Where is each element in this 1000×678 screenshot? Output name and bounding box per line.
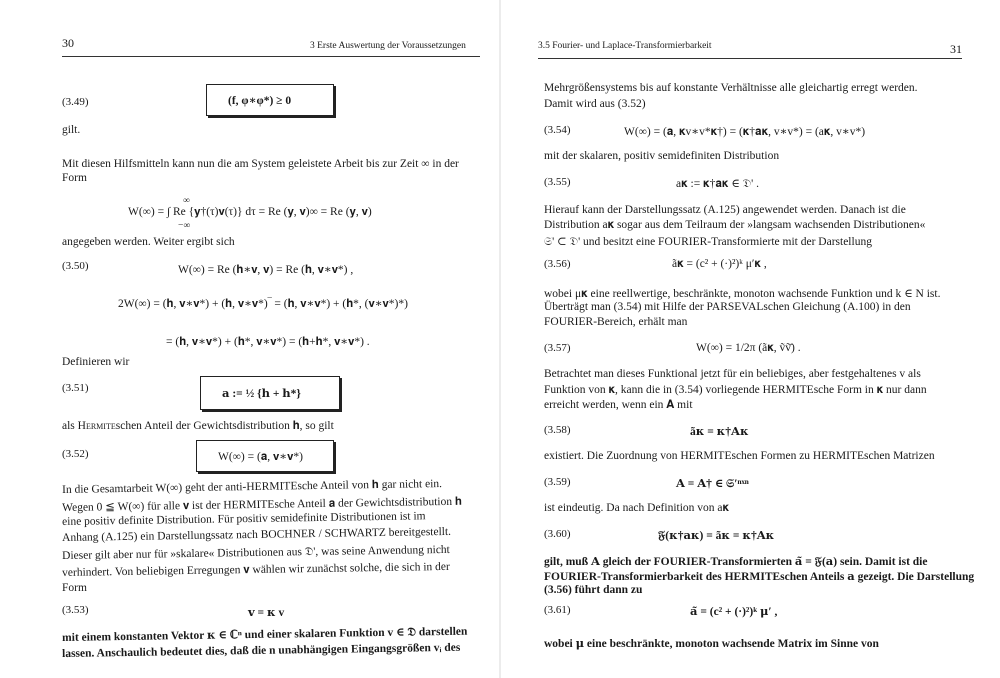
eq-number-3-56: (3.56) xyxy=(544,258,571,270)
name-hermite: Hermite xyxy=(77,420,116,432)
paragraph-line: Mit diesen Hilfsmitteln kann nun die am System geleistete Arbeit bis zur Zeit ∞ in der xyxy=(62,158,459,170)
paragraph-line: mit der skalaren, positiv semidefiniten Distribution xyxy=(544,150,780,162)
paragraph-line: FOURIER-Transformierbarkeit des HERMITEschen Anteils 𝐚 gezeigt. Die Darstellung xyxy=(544,571,975,583)
paragraph-line: Distribution a𝛋 sogar aus dem Teilraum der »langsam wachsenden Distributionen« xyxy=(544,219,926,231)
equation-3-60: 𝔉(𝛋†𝐚𝛋) = ã𝛋 = 𝛋†𝐀𝛋 xyxy=(658,530,775,542)
equation-3-50: W(∞) = Re (𝐡∗𝐯, 𝐯) = Re (𝐡, 𝐯∗𝐯*) , xyxy=(178,264,354,276)
eq-number-3-49: (3.49) xyxy=(62,96,89,108)
paragraph-line: wobei μ𝛋 eine reellwertige, beschränkte, monoton wachsende Funktion und k ∈ N ist. xyxy=(544,288,941,300)
header-rule-right xyxy=(538,58,962,59)
paragraph-line: (3.56) führt dann zu xyxy=(544,584,643,596)
equation-3-57: W(∞) = 1/2π (ã𝛋, ṽṽ̄) . xyxy=(696,342,801,354)
equation-3-54: W(∞) = (𝐚, 𝛋v∗v*𝛋†) = (𝛋†𝐚𝛋, v∗v*) = (a𝛋, v∗v*) xyxy=(624,126,866,138)
paragraph-line: verhindert. Von beliebigen Erregungen 𝐯 wählen wir zunächst solche, die sich in der xyxy=(62,560,450,579)
equation-3-53: 𝐯 = 𝛋 v xyxy=(248,607,285,619)
running-head-right: 3.5 Fourier- und Laplace-Transformierbarkeit xyxy=(538,41,712,51)
header-rule-left xyxy=(62,56,480,57)
paragraph-line: Form xyxy=(62,582,87,594)
paragraph-line: Definieren wir xyxy=(62,356,130,368)
paragraph-line: In die Gesamtarbeit W(∞) geht der anti-HERMITEsche Anteil von 𝐡 gar nicht ein. xyxy=(62,478,443,496)
page-number-left: 30 xyxy=(62,36,74,50)
paragraph-line: angegeben werden. Weiter ergibt sich xyxy=(62,236,235,248)
paragraph-line: Mehrgrößensystems bis auf konstante Verhältnisse alle gleichartig erregt werden. xyxy=(544,82,918,94)
eq-number-3-60: (3.60) xyxy=(544,528,571,540)
eq-number-3-51: (3.51) xyxy=(62,382,89,394)
right-page xyxy=(500,0,1000,678)
integral-lower-limit: −∞ xyxy=(178,221,191,231)
equation-3-58: ã𝛋 = 𝛋†𝐀𝛋 xyxy=(690,426,749,438)
paragraph-line: existiert. Die Zuordnung von HERMITEschen Formen zu HERMITEschen Matrizen xyxy=(544,450,935,462)
paragraph-line: Wegen 0 ≦ W(∞) für alle 𝐯 ist der HERMITEsche Anteil 𝐚 der Gewichtsdistribution 𝐡 xyxy=(62,495,462,514)
paragraph-line: Betrachtet man dieses Funktional jetzt für ein beliebiges, aber festgehaltenes v als xyxy=(544,368,921,380)
eq-number-3-58: (3.58) xyxy=(544,424,571,436)
equation-2w-line1: 2W(∞) = (𝐡, 𝐯∗𝐯*) + (𝐡, 𝐯∗𝐯*)‾ = (𝐡, 𝐯∗𝐯*) + (𝐡*, (𝐯∗𝐯*)*) xyxy=(118,298,408,310)
paragraph-line: erreicht werden, wenn ein 𝐀 mit xyxy=(544,399,693,411)
eq-number-3-52: (3.52) xyxy=(62,448,89,460)
paragraph-line: Dieser gilt aber nur für »skalare« Distributionen aus 𝔇', was seine Anwendung nicht xyxy=(62,543,450,562)
equation-3-51: 𝐚 := ½ {𝐡 + 𝐡*} xyxy=(222,388,301,400)
paragraph-line: 𝔖' ⊂ 𝔇' und besitzt eine FOURIER-Transformierte mit der Darstellung xyxy=(544,236,872,248)
paragraph-line: wobei 𝛍 eine beschränkte, monoton wachsende Matrix im Sinne von xyxy=(544,638,879,650)
eq-number-3-54: (3.54) xyxy=(544,124,571,136)
eq-number-3-50: (3.50) xyxy=(62,260,89,272)
equation-2w-line2: = (𝐡, 𝐯∗𝐯*) + (𝐡*, 𝐯∗𝐯*) = (𝐡+𝐡*, 𝐯∗𝐯*) . xyxy=(166,336,370,348)
paragraph-line: Funktion von 𝛋, kann die in (3.54) vorliegende HERMITEsche Form in 𝛋 nur dann xyxy=(544,384,927,396)
paragraph-line: Hierauf kann der Darstellungssatz (A.125) angewendet werden. Danach ist die xyxy=(544,204,906,216)
equation-3-55: a𝛋 := 𝛋†𝐚𝛋 ∈ 𝔇' . xyxy=(676,178,759,190)
equation-work-integral: W(∞) = ∫ Re {𝐲†(τ)𝐯(τ)} dτ = Re (𝐲, 𝐯)∞ = Re (𝐲, 𝐯) xyxy=(128,206,372,218)
eq-number-3-59: (3.59) xyxy=(544,476,571,488)
paragraph-line: eine positiv definite Distribution. Für positiv semidefinite Distributionen ist im xyxy=(62,510,426,528)
equation-3-52: W(∞) = (𝐚, 𝐯∗𝐯*) xyxy=(218,451,303,463)
paragraph-line: Damit wird aus (3.52) xyxy=(544,98,646,110)
paragraph-line: Anhang (A.125) ein Darstellungssatz nach BOCHNER / SCHWARTZ bereitgestellt. xyxy=(62,525,452,544)
equation-3-49: (f, φ∗φ*) ≥ 0 xyxy=(228,95,292,107)
paragraph-line: ist eindeutig. Da nach Definition von a𝛋 xyxy=(544,502,730,514)
page-number-right: 31 xyxy=(950,42,962,56)
paragraph-line: FOURIER-Bereich, erhält man xyxy=(544,316,688,328)
paragraph-line: als Hermiteschen Anteil der Gewichtsdistribution 𝐡, so gilt xyxy=(62,420,334,432)
running-head-left: 3 Erste Auswertung der Voraussetzungen xyxy=(310,41,466,51)
equation-3-56: ã𝛋 = (c² + (·)²)ᵏ μ′𝛋 , xyxy=(672,258,767,270)
equation-3-61: 𝐚̃ = (c² + (·)²)ᵏ 𝛍′ , xyxy=(690,606,778,618)
paragraph-line: lassen. Anschaulich bedeutet dies, daß die n unabhängigen Eingangsgrößen vᵢ des xyxy=(62,641,461,660)
paragraph-line: Form xyxy=(62,172,87,184)
eq-number-3-57: (3.57) xyxy=(544,342,571,354)
integral-upper-limit: ∞ xyxy=(183,196,190,206)
paragraph-line: mit einem konstanten Vektor 𝛋 ∈ ℂⁿ und einer skalaren Funktion v ∈ 𝔇 darstellen xyxy=(62,625,468,644)
paragraph-line: Überträgt man (3.54) mit Hilfe der PARSEVALschen Gleichung (A.100) in den xyxy=(544,301,911,313)
paragraph-line: gilt, muß 𝐀 gleich der FOURIER-Transformierten 𝐚̃ = 𝔉(𝐚) sein. Damit ist die xyxy=(544,556,928,568)
eq-number-3-53: (3.53) xyxy=(62,604,89,616)
eq-number-3-61: (3.61) xyxy=(544,604,571,616)
equation-3-59: 𝐀 = 𝐀† ∈ 𝔖′ⁿˣⁿ xyxy=(676,478,749,490)
eq-number-3-55: (3.55) xyxy=(544,176,571,188)
text-gilt: gilt. xyxy=(62,124,81,136)
